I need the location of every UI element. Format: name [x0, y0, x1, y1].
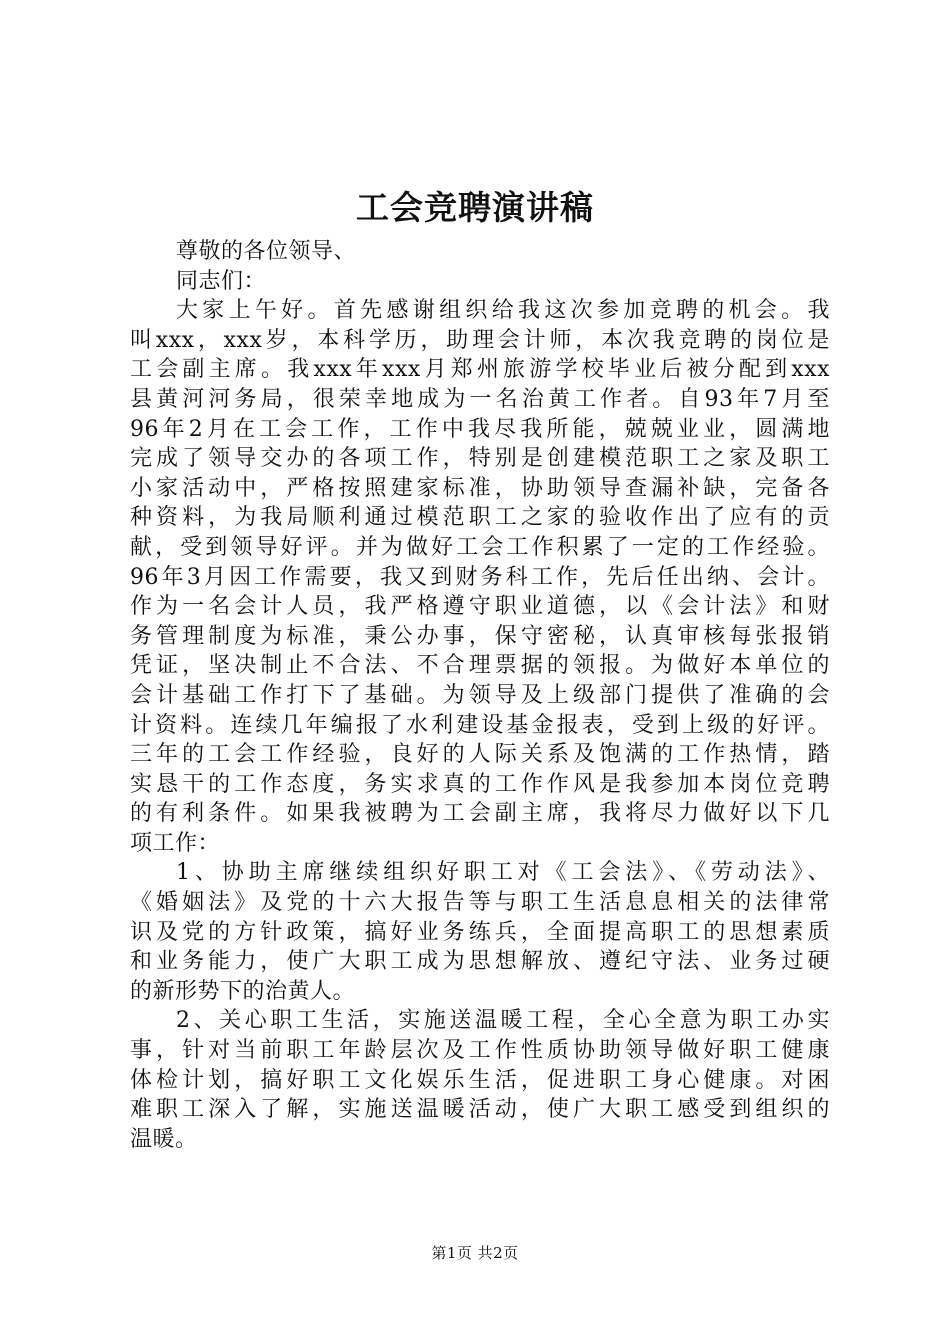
body-line: 叫xxx，xxx岁，本科学历，助理会计师，本次我竞聘的岗位是: [130, 327, 830, 353]
body-line: 96年2月在工会工作，工作中我尽我所能，兢兢业业，圆满地: [130, 416, 830, 442]
body-line: 事，针对当前职工年龄层次及工作性质协助领导做好职工健康: [130, 1038, 830, 1064]
body-line: 完成了领导交办的各项工作，特别是创建模范职工之家及职工: [130, 446, 830, 472]
body-line: 项工作：: [130, 830, 221, 856]
body-line: 小家活动中，严格按照建家标准，协助领导查漏补缺，完备各: [130, 475, 830, 501]
body-line: 识及党的方针政策，搞好业务练兵，全面提高职工的思想素质: [130, 919, 830, 945]
body-line: 县黄河河务局，很荣幸地成为一名治黄工作者。自93年7月至: [130, 386, 830, 412]
body-line: 体检计划，搞好职工文化娱乐生活，促进职工身心健康。对困: [130, 1067, 830, 1093]
body-line: 作为一名会计人员，我严格遵守职业道德，以《会计法》和财: [130, 594, 830, 620]
body-line: 1、协助主席继续组织好职工对《工会法》、《劳动法》、: [176, 860, 830, 886]
body-line: 尊敬的各位领导、: [176, 239, 357, 264]
body-line: 计资料。连续几年编报了水利建设基金报表，受到上级的好评。: [130, 712, 830, 738]
body-line: 务管理制度为标准，秉公办事，保守密秘，认真审核每张报销: [130, 623, 830, 649]
body-line: 《婚姻法》及党的十六大报告等与职工生活息息相关的法律常: [130, 890, 830, 916]
document-body: [130, 237, 830, 1154]
body-line: 会计基础工作打下了基础。为领导及上级部门提供了准确的会: [130, 682, 830, 708]
body-line: 凭证，坚决制止不合法、不合理票据的领报。为做好本单位的: [130, 653, 830, 679]
body-line: 三年的工会工作经验，良好的人际关系及饱满的工作热情，踏: [130, 742, 830, 768]
body-line: 温暖。: [130, 1126, 198, 1152]
body-line: 2、关心职工生活，实施送温暖工程，全心全意为职工办实: [176, 1008, 830, 1034]
document-title: 工会竞聘演讲稿: [356, 188, 594, 227]
body-line: 同志们：: [176, 268, 267, 294]
body-line: 实恳干的工作态度，务实求真的工作作风是我参加本岗位竞聘: [130, 771, 830, 797]
body-line: 的有利条件。如果我被聘为工会副主席，我将尽力做好以下几: [130, 801, 830, 827]
body-line: 和业务能力，使广大职工成为思想解放、遵纪守法、业务过硬: [130, 949, 830, 975]
body-line: 难职工深入了解，实施送温暖活动，使广大职工感受到组织的: [130, 1097, 830, 1123]
body-line: 大家上午好。首先感谢组织给我这次参加竞聘的机会。我: [176, 298, 830, 324]
body-line: 工会副主席。我xxx年xxx月郑州旅游学校毕业后被分配到xxx: [130, 357, 830, 383]
body-line: 种资料，为我局顺利通过模范职工之家的验收作出了应有的贡: [130, 505, 830, 531]
page-footer: 第1页 共2页: [431, 1244, 519, 1262]
body-line: 的新形势下的治黄人。: [130, 978, 356, 1004]
body-line: 献，受到领导好评。并为做好工会工作积累了一定的工作经验。: [130, 534, 830, 560]
body-line: 96年3月因工作需要，我又到财务科工作，先后任出纳、会计。: [130, 564, 830, 590]
